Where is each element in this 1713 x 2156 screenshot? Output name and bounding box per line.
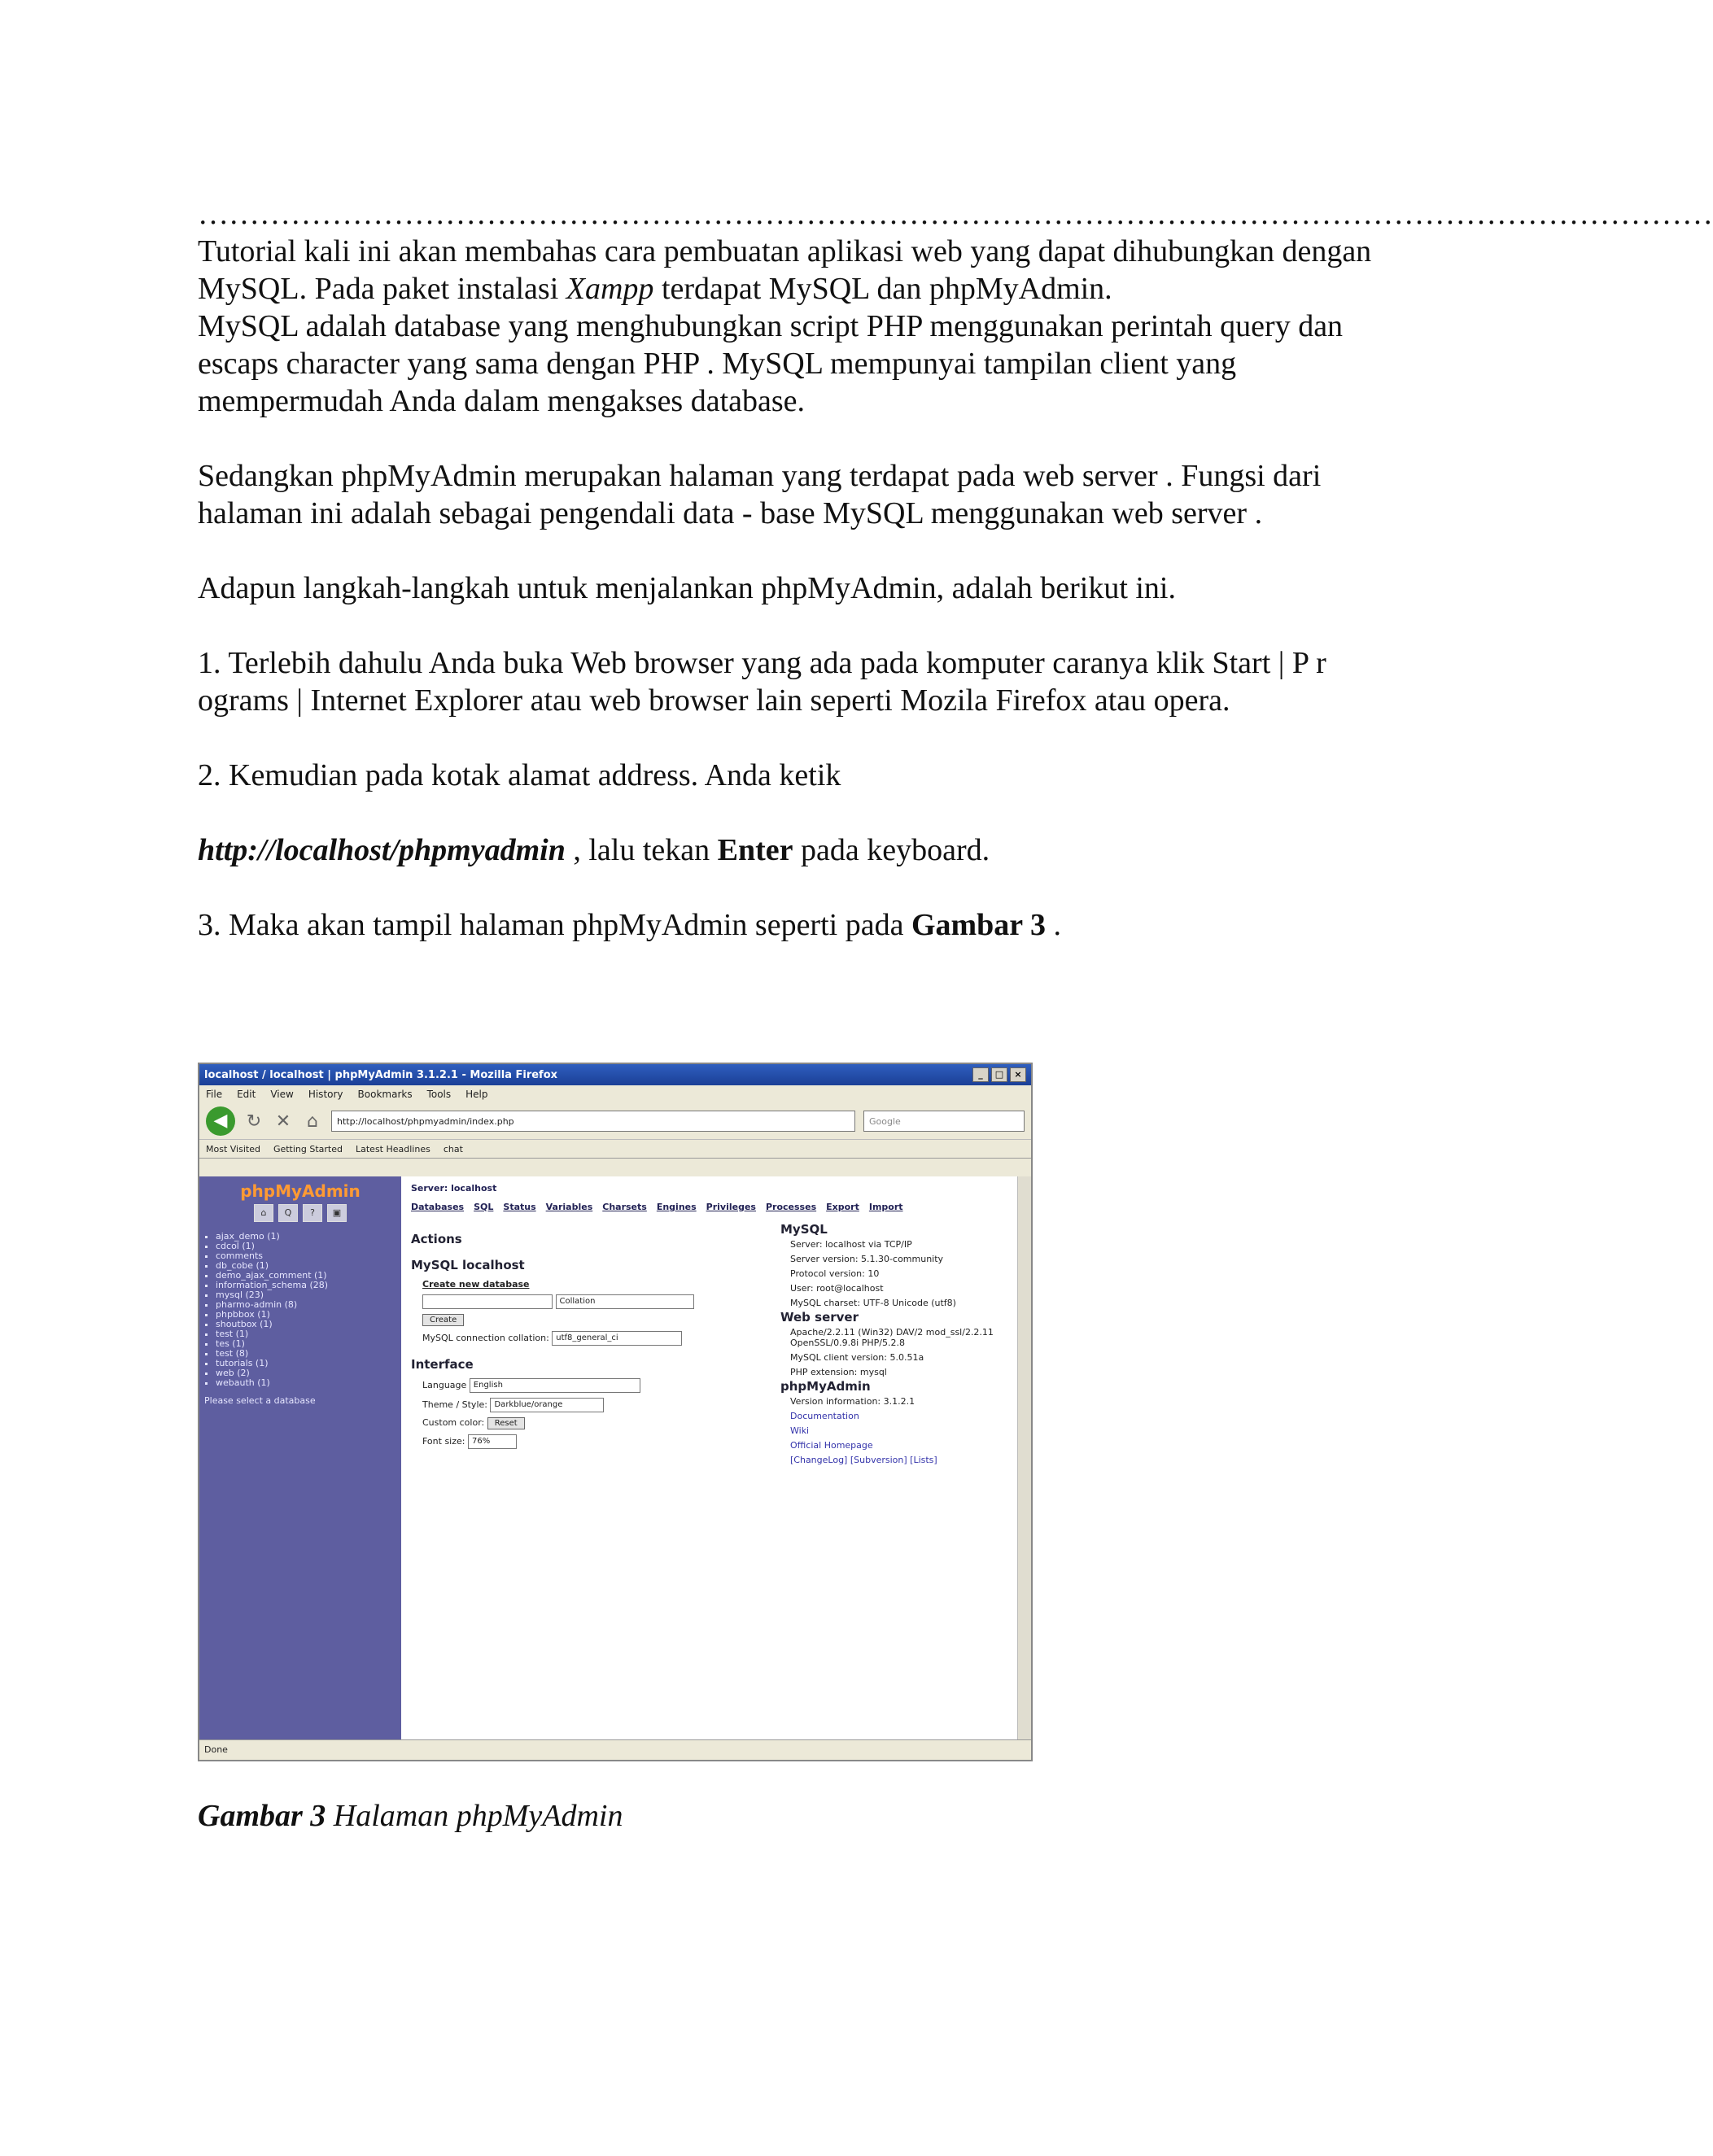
bookmark-latest-headlines[interactable]: Latest Headlines	[356, 1143, 430, 1154]
database-item[interactable]: ▪ db_cobe (1)	[216, 1261, 396, 1271]
language-label: Language	[422, 1380, 467, 1390]
step-2-url-line: http://localhost/phpmyadmin , lalu tekan Enter pada keyboard.	[198, 833, 990, 867]
select-database-hint: Please select a database	[204, 1395, 316, 1406]
tab-variables[interactable]: Variables	[545, 1202, 593, 1212]
database-item[interactable]: ▪ mysql (23)	[216, 1290, 396, 1300]
tab-processes[interactable]: Processes	[765, 1202, 817, 1212]
paragraph-intro-2: MySQL. Pada paket instalasi Xampp terdapat MySQL dan phpMyAdmin.	[198, 272, 1112, 306]
database-item[interactable]: ▪ tutorials (1)	[216, 1359, 396, 1368]
window-titlebar	[199, 1064, 1031, 1085]
create-database-row	[422, 1294, 761, 1309]
database-item[interactable]: ▪ webauth (1)	[216, 1378, 396, 1388]
create-button-row	[422, 1314, 761, 1326]
mysql-info-item: Protocol version: 10	[790, 1268, 880, 1279]
step-1-line-1: 1. Terlebih dahulu Anda buka Web browser yang ada pada komputer caranya klik Start | P r	[198, 646, 1326, 680]
language-row	[422, 1378, 761, 1393]
left-frame	[199, 1176, 401, 1740]
connection-collation-label: MySQL connection collation:	[422, 1333, 549, 1343]
font-size-row	[422, 1434, 761, 1449]
database-item[interactable]: ▪ tes (1)	[216, 1339, 396, 1349]
tab-databases[interactable]: Databases	[411, 1202, 465, 1212]
query-window-icon[interactable]: ▣	[327, 1204, 347, 1222]
tab-engines[interactable]: Engines	[656, 1202, 697, 1212]
changelog-links[interactable]: [ChangeLog] [Subversion] [Lists]	[790, 1455, 937, 1465]
server-breadcrumb[interactable]: Server: localhost	[411, 1183, 497, 1194]
bookmark-most-visited[interactable]: Most Visited	[206, 1143, 260, 1154]
documentation-link[interactable]: Documentation	[790, 1411, 859, 1421]
connection-collation-row	[422, 1331, 761, 1346]
database-item[interactable]: ▪ web (2)	[216, 1368, 396, 1378]
close-icon[interactable]: ×	[1010, 1067, 1026, 1082]
reload-icon[interactable]: ↻	[246, 1111, 262, 1132]
menu-bar	[199, 1085, 1031, 1103]
docs-icon[interactable]: ?	[303, 1204, 322, 1222]
paragraph-intro: Tutorial kali ini akan membahas cara pembuatan aplikasi web yang dapat dihubungkan dengan	[198, 234, 1372, 268]
mysql-info-item: Server version: 5.1.30-community	[790, 1254, 944, 1264]
phpmyadmin-item: Version information: 3.1.2.1	[790, 1396, 915, 1407]
create-database-label: Create new database	[422, 1279, 530, 1290]
custom-color-row	[422, 1417, 761, 1429]
database-item[interactable]: ▪ information_schema (28)	[216, 1281, 396, 1290]
theme-select[interactable]: Darkblue/orange	[490, 1398, 604, 1412]
paragraph-mysql-1: MySQL adalah database yang menghubungkan script PHP menggunakan perintah query dan	[198, 309, 1344, 343]
connection-collation-select[interactable]: utf8_general_ci	[552, 1331, 682, 1346]
step-2: 2. Kemudian pada kotak alamat address. Anda ketik	[198, 758, 841, 792]
back-arrow-icon[interactable]: ◀	[206, 1106, 235, 1136]
database-item[interactable]: ▪ phpbbox (1)	[216, 1310, 396, 1320]
database-name-input[interactable]	[422, 1294, 553, 1309]
document-body	[198, 195, 1713, 944]
server-info-column	[780, 1220, 1007, 1469]
step-3: 3. Maka akan tampil halaman phpMyAdmin seperti pada Gambar 3 .	[198, 908, 1061, 942]
page-content	[199, 1176, 1031, 1740]
stop-icon[interactable]: ✕	[275, 1111, 291, 1132]
mysql-info-item: User: root@localhost	[790, 1283, 884, 1294]
database-item[interactable]: ▪ ajax_demo (1)	[216, 1232, 396, 1242]
custom-color-label: Custom color:	[422, 1417, 485, 1428]
tab-export[interactable]: Export	[826, 1202, 859, 1212]
menu-history[interactable]: History	[308, 1089, 343, 1100]
collation-select[interactable]: Collation	[556, 1294, 694, 1309]
phpmyadmin-screenshot	[198, 1063, 1033, 1761]
database-list	[204, 1232, 396, 1388]
nav-icons	[204, 1204, 396, 1222]
menu-edit[interactable]: Edit	[237, 1089, 256, 1100]
mysql-localhost-heading: MySQL localhost	[411, 1258, 525, 1272]
step-1-line-2: ograms | Internet Explorer atau web browser lain seperti Mozila Firefox atau opera.	[198, 683, 1230, 718]
tab-import[interactable]: Import	[868, 1202, 903, 1212]
sql-icon[interactable]: Q	[278, 1204, 298, 1222]
phpmyadmin-logo: phpMyAdmin	[240, 1181, 361, 1201]
menu-help[interactable]: Help	[465, 1089, 488, 1100]
phpmyadmin-heading: phpMyAdmin	[780, 1379, 871, 1394]
database-item[interactable]: ▪ comments	[216, 1251, 396, 1261]
web-server-item: PHP extension: mysql	[790, 1367, 887, 1377]
actions-column	[411, 1220, 761, 1469]
wiki-link[interactable]: Wiki	[790, 1425, 810, 1436]
database-item[interactable]: ▪ shoutbox (1)	[216, 1320, 396, 1329]
database-item[interactable]: ▪ test (8)	[216, 1349, 396, 1359]
web-server-item: MySQL client version: 5.0.51a	[790, 1352, 924, 1363]
bookmarks-toolbar	[199, 1140, 1031, 1159]
vertical-scrollbar[interactable]	[1017, 1176, 1031, 1740]
bookmark-chat[interactable]: chat	[443, 1143, 463, 1154]
localhost-url: http://localhost/phpmyadmin	[198, 833, 566, 867]
database-item[interactable]: ▪ pharmo-admin (8)	[216, 1300, 396, 1310]
menu-tools[interactable]: Tools	[426, 1089, 452, 1100]
web-server-item: Apache/2.2.11 (Win32) DAV/2 mod_ssl/2.2.11 OpenSSL/0.9.8i PHP/5.2.8	[790, 1327, 994, 1348]
status-bar: Done	[199, 1739, 1031, 1760]
home-icon[interactable]: ⌂	[254, 1204, 273, 1222]
theme-row	[422, 1398, 761, 1412]
mysql-heading: MySQL	[780, 1222, 828, 1237]
server-tabs	[411, 1202, 915, 1212]
paragraph-phpmyadmin-2: halaman ini adalah sebagai pengendali data - base MySQL menggunakan web server .	[198, 496, 1263, 530]
font-size-label: Font size:	[422, 1436, 465, 1447]
home-icon[interactable]: ⌂	[307, 1111, 318, 1132]
menu-file[interactable]: File	[206, 1089, 223, 1100]
menu-bookmarks[interactable]: Bookmarks	[357, 1089, 413, 1100]
interface-heading: Interface	[411, 1357, 474, 1372]
figure-caption: Gambar 3 Halaman phpMyAdmin	[198, 1799, 623, 1833]
paragraph-steps-intro: Adapun langkah-langkah untuk menjalankan phpMyAdmin, adalah berikut ini.	[198, 571, 1176, 605]
tab-privileges[interactable]: Privileges	[706, 1202, 756, 1212]
paragraph-mysql-3: mempermudah Anda dalam mengakses database.	[198, 384, 806, 418]
tab-charsets[interactable]: Charsets	[602, 1202, 647, 1212]
actions-heading: Actions	[411, 1232, 462, 1246]
font-size-select[interactable]: 76%	[468, 1434, 517, 1449]
theme-label: Theme / Style:	[422, 1399, 487, 1410]
dotted-separator: …………………………………………………………………………………………………………………………………	[198, 197, 1713, 231]
web-server-heading: Web server	[780, 1310, 859, 1325]
language-select[interactable]: English	[470, 1378, 640, 1393]
mysql-info-item: Server: localhost via TCP/IP	[790, 1239, 912, 1250]
paragraph-mysql-2: escaps character yang sama dengan PHP . MySQL mempunyai tampilan client yang	[198, 347, 1237, 381]
database-item[interactable]: ▪ test (1)	[216, 1329, 396, 1339]
search-input[interactable]: Google	[863, 1111, 1025, 1132]
tab-sql[interactable]: SQL	[474, 1202, 494, 1212]
paragraph-phpmyadmin-1: Sedangkan phpMyAdmin merupakan halaman yang terdapat pada web server . Fungsi dari	[198, 459, 1322, 493]
minimize-icon[interactable]: _	[972, 1067, 989, 1082]
window-title: localhost / localhost | phpMyAdmin 3.1.2.1 - Mozilla Firefox	[204, 1068, 558, 1081]
mysql-info-item: MySQL charset: UTF-8 Unicode (utf8)	[790, 1298, 956, 1308]
database-item[interactable]: ▪ cdcol (1)	[216, 1242, 396, 1251]
right-frame	[401, 1176, 1017, 1740]
create-button[interactable]: Create	[422, 1314, 464, 1326]
maximize-icon[interactable]: □	[991, 1067, 1007, 1082]
menu-view[interactable]: View	[270, 1089, 294, 1100]
reset-button[interactable]: Reset	[487, 1417, 525, 1429]
homepage-link[interactable]: Official Homepage	[790, 1440, 873, 1451]
address-bar[interactable]: http://localhost/phpmyadmin/index.php	[331, 1111, 855, 1132]
database-item[interactable]: ▪ demo_ajax_comment (1)	[216, 1271, 396, 1281]
tab-status[interactable]: Status	[503, 1202, 536, 1212]
navigation-toolbar	[199, 1103, 1031, 1140]
bookmark-getting-started[interactable]: Getting Started	[273, 1143, 343, 1154]
